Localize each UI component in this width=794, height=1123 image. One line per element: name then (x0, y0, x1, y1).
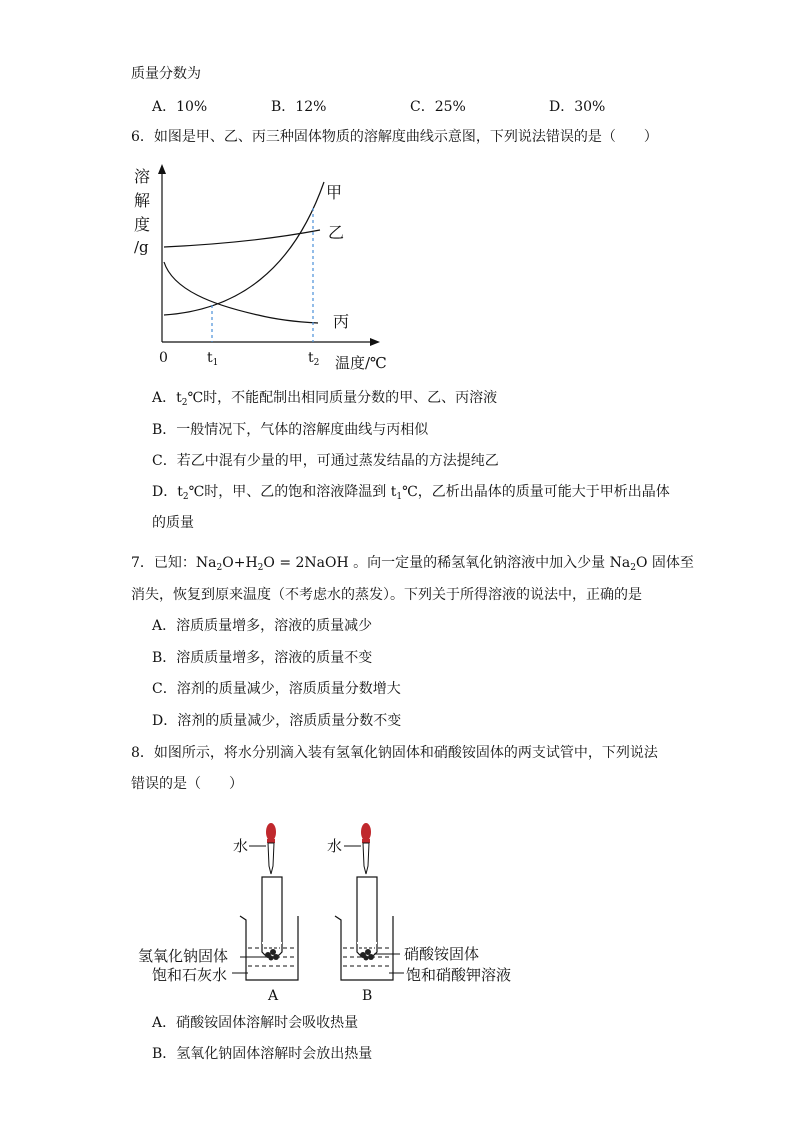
chart-ylabel-1: 溶 (134, 167, 151, 186)
water-label-a: 水 (233, 837, 249, 855)
q7-option-b[interactable]: B．溶质质量增多，溶液的质量不变 (152, 650, 373, 666)
liquid-label-b: 饱和硝酸钾溶液 (406, 966, 512, 984)
curve-jia (164, 182, 324, 315)
dropper-tube-b (363, 843, 369, 874)
solid-label-b: 硝酸铵固体 (404, 945, 480, 963)
q6-option-d-cont: 的质量 (152, 515, 194, 531)
q5-option-d[interactable]: D．30% (549, 99, 606, 115)
q8-stem: 8．如图所示，将水分别滴入装有氢氧化钠固体和硝酸铵固体的两支试管中，下列说法 (131, 745, 658, 761)
chart-ylabel-2: 解 (134, 191, 151, 210)
q8-stem-cont: 错误的是（ ） (131, 776, 243, 792)
q5-option-a[interactable]: A．10% (152, 99, 208, 115)
label-origin: 0 (159, 350, 168, 366)
chart-xlabel: 温度/℃ (335, 354, 387, 372)
dropper-collar-a (267, 839, 275, 843)
q7-stem-cont: 消失，恢复到原来温度（不考虑水的蒸发）。下列关于所得溶液的说法中，正确的是 (131, 587, 642, 603)
q8-option-a[interactable]: A．硝酸铵固体溶解时会吸收热量 (152, 1015, 359, 1031)
q7-option-c[interactable]: C．溶剂的质量减少，溶质质量分数增大 (152, 681, 401, 697)
q6-option-a[interactable]: A．$t_2℃$时，不能配制出相同质量分数的甲、乙、丙溶液 (152, 390, 498, 408)
water-label-b: 水 (327, 837, 343, 855)
label-bing: 丙 (333, 312, 350, 331)
chart-x-arrow (370, 338, 380, 346)
liquid-label-a: 饱和石灰水 (152, 966, 228, 984)
setup-label-b: B (362, 988, 373, 1004)
dropper-tube-a (268, 843, 274, 874)
solid-label-a: 氢氧化钠固体 (138, 947, 229, 965)
solubility-chart (128, 160, 398, 375)
chart-ylabel-4: /g (134, 238, 149, 256)
q7-stem: 7．已知：$Na_2O+H_2O$ = 2NaOH 。向一定量的稀氢氧化钠溶液中加入少量 $Na_2O$ 固体至 (131, 555, 694, 573)
q6-option-b[interactable]: B．一般情况下，气体的溶解度曲线与丙相似 (152, 422, 429, 438)
q8-option-b[interactable]: B．氢氧化钠固体溶解时会放出热量 (152, 1046, 373, 1062)
q7-option-d[interactable]: D．溶剂的质量减少，溶质质量分数不变 (152, 713, 402, 729)
chart-y-arrow (158, 164, 166, 174)
test-tube-a (262, 877, 282, 943)
dropper-collar-b (362, 839, 370, 843)
q5-stem-tail: 质量分数为 (131, 66, 201, 82)
dropper-bulb-b (361, 823, 371, 841)
label-yi: 乙 (328, 223, 345, 242)
setup-label-a: A (268, 988, 279, 1004)
label-t1: $t_1$ (207, 350, 219, 368)
setup-a (138, 823, 302, 1004)
beaker-figure (130, 820, 530, 1005)
q5-option-c[interactable]: C．25% (410, 99, 466, 115)
label-t2: $t_2$ (308, 350, 320, 368)
q7-option-a[interactable]: A．溶质质量增多，溶液的质量减少 (152, 618, 373, 634)
setup-b (327, 823, 511, 1004)
dropper-bulb-a (266, 823, 276, 841)
q6-option-c[interactable]: C．若乙中混有少量的甲，可通过蒸发结晶的方法提纯乙 (152, 453, 499, 469)
test-tube-b (357, 877, 377, 943)
chart-ylabel-3: 度 (134, 215, 151, 234)
q5-option-b[interactable]: B．12% (271, 99, 327, 115)
q6-stem: 6．如图是甲、乙、丙三种固体物质的溶解度曲线示意图，下列说法错误的是（ ） (131, 129, 658, 145)
q6-option-d[interactable]: D．$t_2℃$时，甲、乙的饱和溶液降温到 $t_1℃$，乙析出晶体的质量可能大于甲析出晶体 (152, 484, 670, 502)
label-jia: 甲 (326, 183, 343, 202)
